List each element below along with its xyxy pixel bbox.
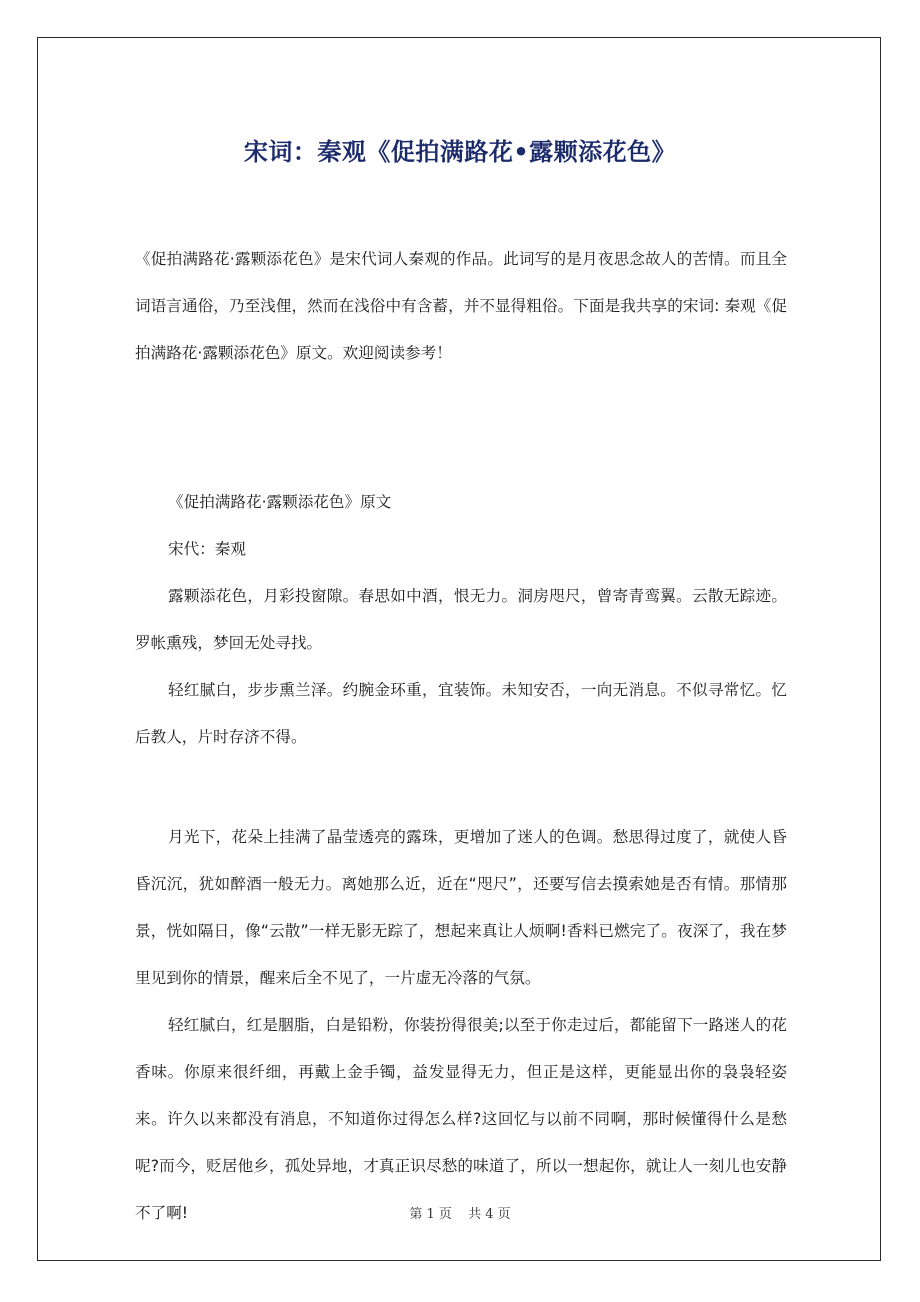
poem-body [135, 573, 787, 761]
page-footer [0, 1203, 920, 1222]
document-title: 宋词：秦观《促拍满路花•露颗添花色》 [243, 138, 677, 167]
section-heading-text: 《促拍满路花·露颗添花色》原文 [168, 493, 392, 511]
poem-stanza-1: 露颗添花色，月彩投窗隙。春思如中酒，恨无力。洞房咫尺，曾寄青鸾翼。云散无踪迹。罗帐熏残，梦回无处寻找。 [135, 587, 787, 652]
page-number: 第 1 页 [409, 1207, 452, 1222]
poem-stanza-2: 轻红腻白，步步熏兰泽。约腕金环重，宜装饰。未知安否，一向无消息。不似寻常忆。忆后教人，片时存济不得。 [135, 681, 787, 746]
author-text: 宋代：秦观 [168, 540, 246, 558]
translation-body [135, 814, 787, 1237]
intro-text: 《促拍满路花·露颗添花色》是宋代词人秦观的作品。此词写的是月夜思念故人的苦情。而且全词语言通俗，乃至浅俚，然而在浅俗中有含蓄，并不显得粗俗。下面是我共享的宋词: 秦观《促拍满路花·露颗添花色》原文。欢迎阅读参考！ [135, 250, 787, 362]
section-heading [135, 479, 787, 526]
page-total: 共 4 页 [468, 1207, 511, 1222]
intro-paragraph [135, 236, 787, 377]
translation-paragraph-2: 轻红腻白，红是胭脂，白是铅粉，你装扮得很美;以至于你走过后，都能留下一路迷人的花香味。你原来很纤细，再戴上金手镯，益发显得无力，但正是这样，更能显出你的袅袅轻姿来。许久以来都没有消息，不知道你过得怎么样?这回忆与以前不同啊，那时候懂得什么是愁呢?而今，贬居他乡，孤处异地，才真正识尽愁的味道了，所以一想起你，就让人一刻儿也安静不了啊! [135, 1016, 787, 1222]
author-line [135, 526, 787, 573]
translation-paragraph-1: 月光下，花朵上挂满了晶莹透亮的露珠，更增加了迷人的色调。愁思得过度了，就使人昏昏沉沉，犹如醉酒一般无力。离她那么近，近在“咫尺”，还要写信去摸索她是否有情。那情那景，恍如隔日，像“云散”一样无影无踪了，想起来真让人烦啊!香料已燃完了。夜深了，我在梦里见到你的情景，醒来后全不见了，一片虚无冷落的气氛。 [135, 828, 787, 987]
